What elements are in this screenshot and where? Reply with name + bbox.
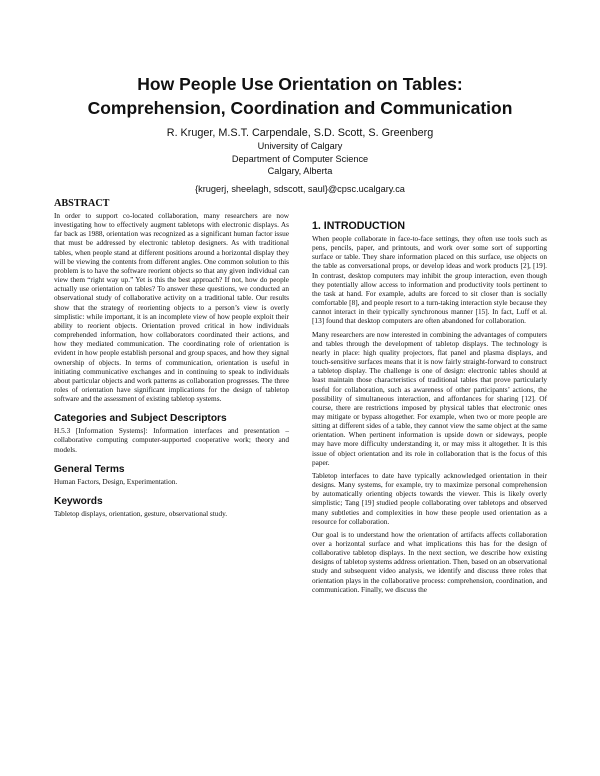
keywords-text: Tabletop displays, orientation, gesture, observational study. [54, 508, 228, 518]
intro-paragraph-3: Tabletop interfaces to date have typically acknowledged orientation in their designs. Many systems, for example, try to maximize personal comprehension by automatically orienting objects towards the viewer. This is likely overly simplistic; Tang [19] studied people collaborating over tabletops and observed many subtleties and complexities in how these people used orientation as a resource for collaboration. [312, 470, 547, 526]
header-block [60, 72, 540, 195]
abstract-text: In order to support co-located collaboration, many researchers are now investigating how to effectively augment tabletops with electronic displays. As far back as 1988, orientation was recognized as a significant human factor issue that must be addressed by electronic tabletop designers. As with traditional tables, when people stand at different positions around a horizontal display they will be viewing the contents from different angles. One common solution to this problem is to have the software reorient objects so that any given individual can view them “right way up.” Yet is this the best approach? If not, how do people actually use orientation on tables? To answer these questions, we conducted an observational study of collaborative activity on a traditional table. Our results show that the strategy of reorienting objects to a person’s view is overly simplistic: while important, it is an incomplete view of how people exploit their ability to reorient objects. Orientation proved critical in how individuals comprehended information, how collaborators coordinated their actions, and how they mediated communication. The coordinating role of orientation is evident in how people establish personal and group spaces, and how they signal ownership of objects. In terms of communication, orientation is useful in initiating communicative exchanges and in continuing to speak to individuals about particular objects and work patterns as collaboration progresses. The three roles of orientation have significant implications for the design of tabletop software and the assessment of existing tabletop systems. [54, 211, 289, 404]
title-line-1: How People Use Orientation on Tables: [137, 74, 463, 94]
general-terms-heading: General Terms [54, 463, 125, 475]
affiliation-department: Department of Computer Science [231, 153, 369, 164]
paper-title [60, 72, 540, 120]
affiliation-city: Calgary, Alberta [267, 166, 333, 176]
affiliation-university: University of Calgary [257, 141, 343, 151]
intro-paragraph-1: When people collaborate in face-to-face settings, they often use tools such as pens, pencils, paper, and printouts, and work over some sort of supporting surface or table. They share information placed on this surface, use objects on the table as conversational props, or develop ideas and work products [2], [19]. In contrast, desktop computers may inhibit the group interaction, even though they potentially allow access to information and productivity tools pertinent to the task at hand. For example, adults are forced to sit closer than is socially comfortable [8], and people resort to a turn-taking interaction style because they cannot interact in their typically synchronous manner [15]. In fact, Luff et al. [13] found that desktop computers are often abandoned for collaboration. [312, 234, 547, 326]
author-emails: {krugerj, sheelagh, sdscott, saul}@cpsc.ucalgary.ca [195, 183, 405, 194]
title-line-2: Comprehension, Coordination and Communication [87, 98, 513, 118]
introduction-heading: 1. INTRODUCTION [312, 220, 405, 232]
right-column [312, 234, 547, 598]
author-list: R. Kruger, M.S.T. Carpendale, S.D. Scott, S. Greenberg [166, 127, 434, 139]
intro-paragraph-4: Our goal is to understand how the orientation of artifacts affects collaboration over a horizontal surface and what implications this has for the design of collaborative tabletop displays. In the next section, we describe how existing designs of tabletop systems address orientation. Then, based on an observational study and subsequent video analysis, we identify and discuss three roles that orientation plays in the collaborative process: comprehension, coordination, and communication. Finally, we discuss the [312, 529, 547, 594]
intro-paragraph-2: Many researchers are now interested in combining the advantages of computers and tables through the development of tabletop displays. The technology is nearly in place: high quality projectors, flat panel and plasma displays, and touch-sensitive surfaces means that it is now fairly straight-forward to construct a tabletop display. The challenge is one of design: electronic tables should at least maintain those characteristics of traditional tables that prove particularly useful for collaboration, such as awareness of other participants’ actions, the possibility of simultaneous interaction, and affordances for sharing [12]. Of course, there are restrictions imposed by physical tables that electronic ones may mitigate or bypass altogether. For example, when two or more people are sitting at different sides of a table, they cannot view the same object at the same orientation. When pertinent information is upside down or sideways, people may have more difficulty understanding it, or may miss it altogether. It is this issue of object orientation and its role in collaboration that is the focus of this paper. [312, 329, 547, 467]
keywords-heading: Keywords [54, 495, 103, 507]
general-terms-text: Human Factors, Design, Experimentation. [54, 476, 178, 486]
categories-heading: Categories and Subject Descriptors [54, 413, 227, 425]
abstract-heading: ABSTRACT [54, 198, 110, 209]
categories-text: H.5.3 [Information Systems]: Information interfaces and presentation – collaborative computing computer-supported cooperative work; theory and models. [54, 426, 289, 454]
left-column [54, 198, 289, 522]
